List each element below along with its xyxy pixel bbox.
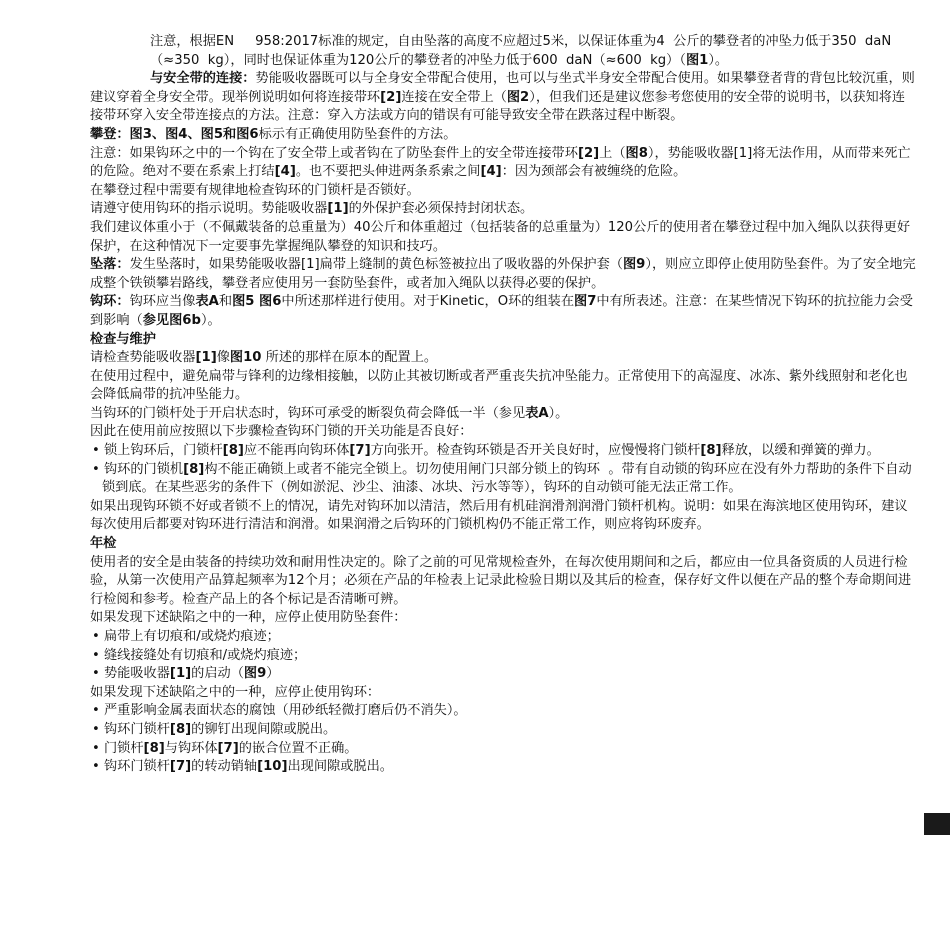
section-heading: 年检 [90, 536, 117, 552]
paragraph: 与安全带的连接：势能吸收器既可以与全身安全带配合使用，也可以与坐式半身安全带配合使用。如果攀登者背的背包比较沉重，则建议穿着全身安全带。现举例说明如何将连接带环[2]连接在安全带上（图2），但我们还是建议您参考您使用的安全带的说明书，以获知将连接带环穿入安全带连接点的方法。注意：穿入方法或方向的错误有可能导致安全带在跌落过程中断裂。 [90, 71, 915, 124]
paragraph: 我们建议体重小于（不佩戴装备的总重量为）40公斤和体重超过（包括装备的总重量为）120公斤的使用者在攀登过程中加入绳队以获得更好保护，在这种情况下一定要事先掌握绳队攀登的知识和技巧。 [90, 219, 911, 254]
bullet-item: • 钩环门锁杆[8]的铆钉出现间隙或脱出。 [92, 721, 337, 737]
paragraph: 如果发现下述缺陷之中的一种，应停止使用防坠套件： [90, 610, 407, 626]
paragraph: 钩环：钩环应当像表A和图5 图6中所述那样进行使用。对于Kinetic，O环的组装在图7中有所表述。注意：在某些情况下钩环的抗拉能力会受到影响（参见图6b）。 [90, 294, 913, 328]
bullet-item: • 锁上钩环后，门锁杆[8]应不能再向钩环体[7]方向张开。检查钩环锁是否开关良好时，应慢慢将门锁杆[8]释放，以缓和弹簧的弹力。 [92, 443, 880, 459]
paragraph: 使用者的安全是由装备的持续功效和耐用性决定的。除了之前的可见常规检查外，在每次使用期间和之后，都应由一位具备资质的人员进行检验，从第一次使用产品算起频率为12个月；必须在产品的年检表上记录此检验日期以及其后的检查，保存好文件以便在产品的整个寿命期间进行检阅和参考。检查产品上的各个标记是否清晰可辨。 [90, 554, 912, 607]
bullet-item: • 钩环门锁杆[7]的转动销轴[10]出现间隙或脱出。 [92, 759, 393, 775]
bullet-item: • 势能吸收器[1]的启动（图9） [92, 666, 280, 682]
paragraph: 在攀登过程中需要有规律地检查钩环的门锁杆是否锁好。 [90, 182, 420, 198]
bullet-item: • 门锁杆[8]与钩环体[7]的嵌合位置不正确。 [92, 740, 358, 756]
paragraph: 请遵守使用钩环的指示说明。势能吸收器[1]的外保护套必须保持封闭状态。 [90, 201, 534, 217]
bullet-item: • 严重影响金属表面状态的腐蚀（用砂纸轻微打磨后仍不消失）。 [92, 703, 467, 719]
bullet-item: • 扁带上有切痕和/或烧灼痕迹； [92, 629, 280, 644]
bullet-item: • 钩环的门锁机[8]构不能正确锁上或者不能完全锁上。切勿使用闸门只部分锁上的钩环 。带有自动锁的钩环应在没有外力帮助的条件下自动锁到底。在某些恶劣的条件下（例如淤泥、沙尘、油漆、冰块、污水等等），钩环的自动锁可能无法正常工作。 [92, 461, 912, 496]
bullet-item: • 缝线接缝处有切痕和/或烧灼痕迹； [92, 647, 307, 663]
paragraph: 注意：如果钩环之中的一个钩在了安全带上或者钩在了防坠套件上的安全带连接带环[2]上（图8），势能吸收器[1]将无法作用，从而带来死亡的危险。绝对不要在系索上打结[4]。也不要把头伸进两条系索之间[4]：因为颈部会有被缠绕的危险。 [90, 145, 911, 180]
paragraph: 如果出现钩环锁不好或者锁不上的情况，请先对钩环加以清洁，然后用有机硅润滑剂润滑门锁杆机构。说明：如果在海滨地区使用钩环，建议每次使用后都要对钩环进行清洁和润滑。如果润滑之后钩环的门锁机构仍不能正常工作，则应将钩环废弃。 [90, 498, 908, 533]
page-edge-tab [924, 813, 950, 835]
paragraph: 如果发现下述缺陷之中的一种，应停止使用钩环： [90, 684, 381, 700]
paragraph: 当钩环的门锁杆处于开启状态时，钩环可承受的断裂负荷会降低一半（参见表A）。 [90, 405, 569, 421]
document-body [90, 33, 916, 777]
paragraph: 因此在使用前应按照以下步骤检查钩环门锁的开关功能是否良好： [90, 424, 473, 440]
paragraph: 在使用过程中，避免扁带与锋利的边缘相接触，以防止其被切断或者严重丧失抗冲坠能力。正常使用下的高湿度、冰冻、紫外线照射和老化也会降低扁带的抗冲坠能力。 [90, 368, 908, 403]
paragraph: 注意，根据EN 958:2017标准的规定，自由坠落的高度不应超过5米，以保证体重为4 公斤的攀登者的冲坠力低于350 daN（≈350 kg），同时也保证体重为120公斤的攀登者的冲坠力低于600 daN（≈600 kg）（图1）。 [150, 34, 892, 68]
paragraph: 攀登：图3、图4、图5和图6标示有正确使用防坠套件的方法。 [90, 126, 457, 142]
paragraph: 坠落：发生坠落时，如果势能吸收器[1]扁带上缝制的黄色标签被拉出了吸收器的外保护套（图9），则应立即停止使用防坠套件。为了安全地完成整个铁锁攀岩路线，攀登者应使用另一套防坠套件，或者加入绳队以获得必要的保护。 [90, 257, 916, 291]
paragraph: 请检查势能吸收器[1]像图10 所述的那样在原本的配置上。 [90, 350, 438, 366]
section-heading: 检查与维护 [90, 331, 156, 347]
